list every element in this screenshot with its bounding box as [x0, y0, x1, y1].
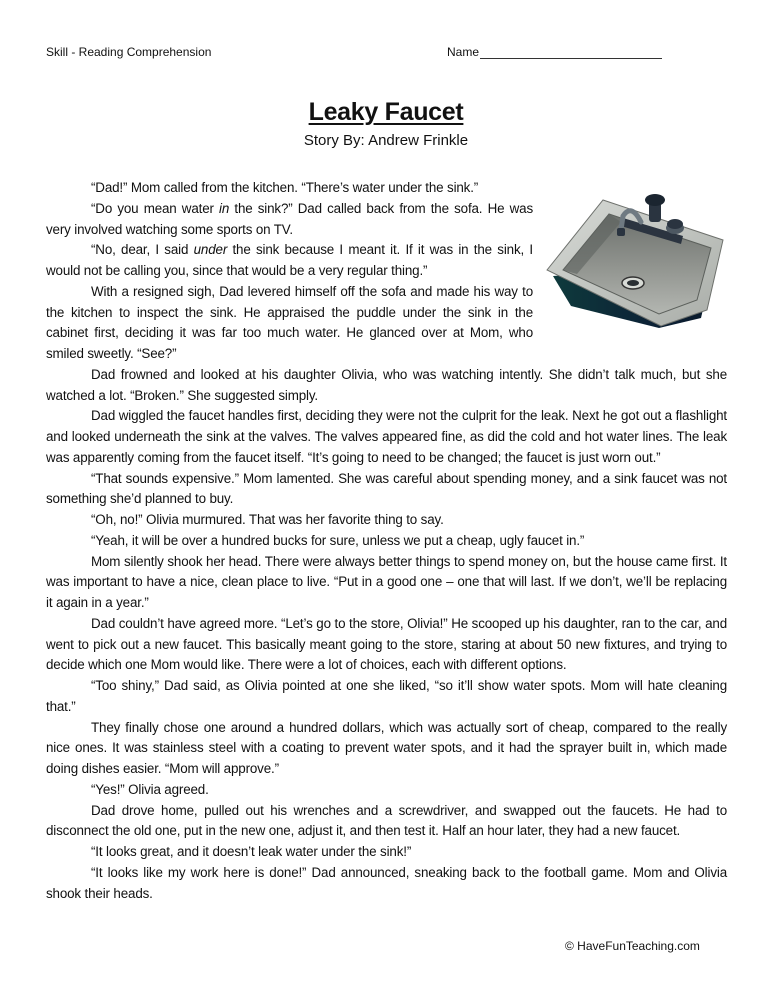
story-paragraph: Mom silently shook her head. There were always better things to spend money on, but the house came first. It was important to have a nice, clean place to live. “Put in a good one – one that will last. If we don’t, we’ll be replacing it again in a year.” — [46, 553, 727, 610]
story-paragraph: They finally chose one around a hundred dollars, which was actually sort of cheap, compared to the really nice ones. It was stainless steel with a coating to prevent water spots, and it had the sprayer built in, which made doing dishes easier. “Mom will approve.” — [46, 719, 727, 776]
skill-label: Skill - Reading Comprehension — [46, 45, 212, 59]
story-paragraph: “Oh, no!” Olivia murmured. That was her favorite thing to say. — [91, 512, 444, 527]
copyright-footer: © HaveFunTeaching.com — [565, 939, 700, 953]
story-body — [46, 178, 727, 904]
name-label: Name — [447, 45, 480, 59]
story-paragraph: “Yes!” Olivia agreed. — [91, 781, 209, 797]
story-paragraph: “Yeah, it will be over a hundred bucks for sure, unless we put a cheap, ugly faucet in.” — [91, 532, 585, 548]
kitchen-sink-illustration — [541, 178, 731, 364]
story-paragraph: “It looks great, and it doesn’t leak water under the sink!” — [91, 844, 412, 859]
name-field — [447, 45, 662, 59]
story-paragraph: “Dad!” Mom called from the kitchen. “There’s water under the sink.” — [91, 180, 479, 195]
story-paragraph: “It looks like my work here is done!” Dad announced, sneaking back to the football game. Mom and Olivia shook their heads. — [46, 864, 727, 901]
name-blank-line[interactable] — [480, 45, 662, 59]
sink-icon — [541, 178, 731, 348]
story-paragraph: Dad wiggled the faucet handles first, deciding they were not the culprit for the leak. Next he got out a flashlight and looked underneath the sink at the valves. The valves appeared fine, as did the cold and hot water lines. The leak was apparently coming from the faucet itself. “It’s going to need to be changed; the faucet is just worn out.” — [46, 408, 727, 465]
story-paragraph: Dad couldn’t have agreed more. “Let’s go to the store, Olivia!” He scooped up his daughter, ran to the car, and went to pick out a new faucet. This basically meant going to the store, staring at about 50 new fixtures, and trying to decide which one Mom would like. There were a lot of choices, each with different options. — [46, 615, 727, 673]
story-paragraph: “That sounds expensive.” Mom lamented. She was careful about spending money, and a sink faucet was not something she’d planned to buy. — [46, 470, 727, 507]
story-title: Leaky Faucet — [308, 98, 464, 126]
story-paragraph: With a resigned sigh, Dad levered himself off the sofa and made his way to the kitchen to inspect the sink. He appraised the puddle under the sink in the cabinet first, deciding it was far too much water. He glanced over at Mom, who smiled sweetly. “See?” — [46, 283, 533, 361]
story-paragraph: Dad frowned and looked at his daughter Olivia, who was watching intently. She didn’t talk much, but she watched a lot. “Broken.” She suggested simply. — [46, 366, 727, 403]
story-paragraph: “No, dear, I said under the sink because I meant it. If it was in the sink, I would not be calling you, since that would be a very regular thing.” — [46, 242, 534, 278]
story-paragraph: “Do you mean water in the sink?” Dad called back from the sofa. He was very involved watching some sports on TV. — [46, 200, 533, 237]
story-paragraph: “Too shiny,” Dad said, as Olivia pointed at one she liked, “so it’ll show water spots. Mom will hate cleaning that.” — [46, 678, 727, 714]
story-byline: Story By: Andrew Frinkle — [303, 132, 469, 149]
story-paragraph: Dad drove home, pulled out his wrenches and a screwdriver, and swapped out the faucets. He had to disconnect the old one, put in the new one, adjust it, and then test it. Half an hour later, they had a new faucet. — [46, 802, 727, 839]
